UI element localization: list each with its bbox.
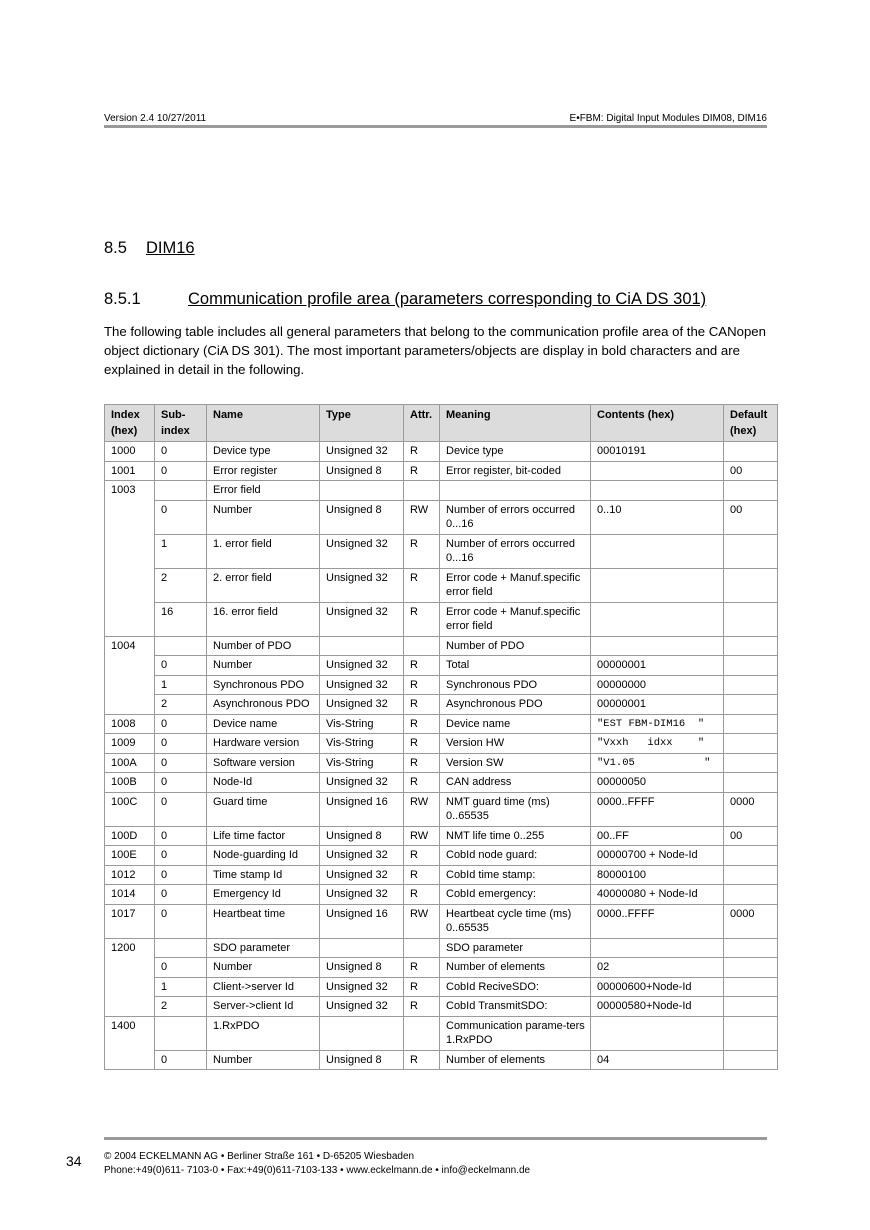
- cell-name: Error field: [207, 481, 320, 501]
- cell-meaning: Number of elements: [440, 958, 591, 978]
- cell-index: 100A: [105, 753, 155, 773]
- cell-name: Guard time: [207, 792, 320, 826]
- cell-attr: RW: [404, 826, 440, 846]
- cell-meaning: CobId time stamp:: [440, 865, 591, 885]
- cell-attr: R: [404, 602, 440, 636]
- footer-address: © 2004 ECKELMANN AG • Berliner Straße 161 • D-65205 Wiesbaden: [104, 1151, 415, 1162]
- cell-default: [724, 734, 778, 754]
- cell-meaning: Heartbeat cycle time (ms) 0..65535: [440, 904, 591, 938]
- cell-default: [724, 997, 778, 1017]
- table-row: [105, 656, 778, 676]
- cell-attr: R: [404, 997, 440, 1017]
- cell-type: Unsigned 32: [320, 997, 404, 1017]
- cell-type: Unsigned 32: [320, 977, 404, 997]
- cell-index: 1017: [105, 904, 155, 938]
- cell-contents: 02: [591, 958, 724, 978]
- cell-sub: 0: [155, 656, 207, 676]
- cell-attr: R: [404, 885, 440, 905]
- cell-attr: R: [404, 568, 440, 602]
- page-number: 34: [66, 1153, 82, 1169]
- table-row: [105, 714, 778, 734]
- cell-index: 100E: [105, 846, 155, 866]
- table-row: [105, 904, 778, 938]
- cell-name: Emergency Id: [207, 885, 320, 905]
- cell-sub: 0: [155, 865, 207, 885]
- cell-type: Vis-String: [320, 734, 404, 754]
- cell-name: Node-Id: [207, 773, 320, 793]
- cell-attr: R: [404, 753, 440, 773]
- cell-index: 1003: [105, 481, 155, 637]
- cell-contents: [591, 461, 724, 481]
- cell-type: Vis-String: [320, 753, 404, 773]
- col-header-name: Name: [207, 405, 320, 442]
- cell-meaning: CobId TransmitSDO:: [440, 997, 591, 1017]
- cell-attr: [404, 481, 440, 501]
- cell-name: Synchronous PDO: [207, 675, 320, 695]
- cell-contents: 0000..FFFF: [591, 904, 724, 938]
- col-header-subindex: Sub- index: [155, 405, 207, 442]
- cell-default: [724, 773, 778, 793]
- table-row: [105, 602, 778, 636]
- cell-sub: 0: [155, 500, 207, 534]
- col-header-type: Type: [320, 405, 404, 442]
- cell-type: Unsigned 8: [320, 461, 404, 481]
- cell-default: [724, 636, 778, 656]
- cell-name: Time stamp Id: [207, 865, 320, 885]
- cell-contents: 00000001: [591, 656, 724, 676]
- cell-index: 100B: [105, 773, 155, 793]
- cell-attr: R: [404, 534, 440, 568]
- cell-sub: 16: [155, 602, 207, 636]
- cell-attr: R: [404, 977, 440, 997]
- cell-index: 1008: [105, 714, 155, 734]
- cell-contents: [591, 602, 724, 636]
- table-row: [105, 734, 778, 754]
- parameter-table: [104, 404, 778, 1070]
- cell-contents: "Vxxh idxx ": [591, 734, 724, 754]
- cell-contents: "V1.05 ": [591, 753, 724, 773]
- cell-attr: [404, 636, 440, 656]
- cell-name: Number of PDO: [207, 636, 320, 656]
- cell-attr: R: [404, 773, 440, 793]
- cell-name: SDO parameter: [207, 938, 320, 958]
- cell-attr: R: [404, 846, 440, 866]
- cell-default: [724, 885, 778, 905]
- cell-default: [724, 534, 778, 568]
- cell-default: [724, 675, 778, 695]
- cell-name: Number: [207, 656, 320, 676]
- table-row: [105, 885, 778, 905]
- cell-sub: 2: [155, 997, 207, 1017]
- footer-rule: [104, 1137, 767, 1140]
- cell-default: [724, 695, 778, 715]
- table-row: [105, 442, 778, 462]
- cell-name: Device name: [207, 714, 320, 734]
- cell-index: 1009: [105, 734, 155, 754]
- cell-meaning: Synchronous PDO: [440, 675, 591, 695]
- cell-meaning: Error code + Manuf.specific error field: [440, 602, 591, 636]
- cell-type: Unsigned 32: [320, 695, 404, 715]
- cell-contents: 00010191: [591, 442, 724, 462]
- cell-default: [724, 1050, 778, 1070]
- cell-contents: 80000100: [591, 865, 724, 885]
- table-row: [105, 461, 778, 481]
- cell-index: 1200: [105, 938, 155, 1016]
- cell-index: 1000: [105, 442, 155, 462]
- cell-name: Number: [207, 1050, 320, 1070]
- cell-attr: [404, 1016, 440, 1050]
- cell-sub: 0: [155, 773, 207, 793]
- cell-meaning: Communication parame-ters 1.RxPDO: [440, 1016, 591, 1050]
- cell-index: 1004: [105, 636, 155, 714]
- cell-contents: 0000..FFFF: [591, 792, 724, 826]
- table-row: [105, 481, 778, 501]
- cell-contents: [591, 568, 724, 602]
- cell-contents: "EST FBM-DIM16 ": [591, 714, 724, 734]
- cell-sub: 1: [155, 977, 207, 997]
- cell-attr: R: [404, 695, 440, 715]
- cell-default: [724, 958, 778, 978]
- cell-attr: RW: [404, 792, 440, 826]
- cell-default: [724, 481, 778, 501]
- cell-contents: [591, 636, 724, 656]
- cell-contents: 04: [591, 1050, 724, 1070]
- cell-name: Life time factor: [207, 826, 320, 846]
- table-row: [105, 977, 778, 997]
- cell-name: Node-guarding Id: [207, 846, 320, 866]
- cell-contents: [591, 534, 724, 568]
- cell-meaning: Version HW: [440, 734, 591, 754]
- cell-meaning: [440, 481, 591, 501]
- cell-sub: [155, 1016, 207, 1050]
- cell-name: Software version: [207, 753, 320, 773]
- footer-contact: Phone:+49(0)611- 7103-0 • Fax:+49(0)611-7103-133 • www.eckelmann.de • info@eckelmann.de: [104, 1165, 531, 1176]
- cell-attr: R: [404, 734, 440, 754]
- cell-sub: [155, 481, 207, 501]
- cell-sub: 0: [155, 753, 207, 773]
- cell-default: [724, 1016, 778, 1050]
- cell-index: 1001: [105, 461, 155, 481]
- cell-sub: 0: [155, 1050, 207, 1070]
- section-title: DIM16: [146, 239, 195, 257]
- table-row: [105, 846, 778, 866]
- cell-contents: [591, 481, 724, 501]
- cell-type: [320, 1016, 404, 1050]
- cell-meaning: CobId ReciveSDO:: [440, 977, 591, 997]
- cell-type: Unsigned 32: [320, 656, 404, 676]
- cell-default: [724, 602, 778, 636]
- cell-type: Unsigned 32: [320, 846, 404, 866]
- cell-type: [320, 636, 404, 656]
- cell-default: 00: [724, 461, 778, 481]
- cell-default: [724, 865, 778, 885]
- cell-default: [724, 656, 778, 676]
- cell-index: 1012: [105, 865, 155, 885]
- cell-name: Heartbeat time: [207, 904, 320, 938]
- subsection-heading: [104, 290, 706, 309]
- header-doc-title: E•FBM: Digital Input Modules DIM08, DIM16: [569, 113, 767, 124]
- table-row: [105, 958, 778, 978]
- table-row: [105, 568, 778, 602]
- cell-index: 100C: [105, 792, 155, 826]
- cell-name: Number: [207, 500, 320, 534]
- cell-attr: R: [404, 675, 440, 695]
- cell-meaning: Number of elements: [440, 1050, 591, 1070]
- cell-contents: 00000001: [591, 695, 724, 715]
- cell-type: Unsigned 32: [320, 675, 404, 695]
- cell-meaning: SDO parameter: [440, 938, 591, 958]
- cell-type: Unsigned 32: [320, 534, 404, 568]
- cell-meaning: Number of PDO: [440, 636, 591, 656]
- cell-type: Unsigned 32: [320, 442, 404, 462]
- cell-type: Unsigned 32: [320, 865, 404, 885]
- cell-contents: [591, 1016, 724, 1050]
- cell-meaning: Total: [440, 656, 591, 676]
- cell-contents: 00000050: [591, 773, 724, 793]
- table-row: [105, 773, 778, 793]
- col-header-default: Default (hex): [724, 405, 778, 442]
- cell-sub: [155, 636, 207, 656]
- cell-attr: R: [404, 656, 440, 676]
- cell-meaning: Error register, bit-coded: [440, 461, 591, 481]
- cell-sub: 0: [155, 461, 207, 481]
- cell-sub: 0: [155, 846, 207, 866]
- cell-type: Unsigned 8: [320, 958, 404, 978]
- cell-default: 00: [724, 826, 778, 846]
- col-header-attr: Attr.: [404, 405, 440, 442]
- cell-type: Unsigned 32: [320, 568, 404, 602]
- cell-attr: R: [404, 958, 440, 978]
- cell-type: Unsigned 32: [320, 885, 404, 905]
- cell-sub: 0: [155, 734, 207, 754]
- cell-attr: [404, 938, 440, 958]
- col-header-contents: Contents (hex): [591, 405, 724, 442]
- cell-attr: R: [404, 865, 440, 885]
- subsection-title: Communication profile area (parameters corresponding to CiA DS 301): [188, 290, 707, 308]
- cell-attr: R: [404, 714, 440, 734]
- cell-sub: 2: [155, 695, 207, 715]
- cell-sub: 0: [155, 885, 207, 905]
- cell-name: Error register: [207, 461, 320, 481]
- cell-name: Server->client Id: [207, 997, 320, 1017]
- table-row: [105, 997, 778, 1017]
- cell-default: [724, 568, 778, 602]
- header-version: Version 2.4 10/27/2011: [104, 113, 207, 124]
- cell-index: 100D: [105, 826, 155, 846]
- cell-sub: 2: [155, 568, 207, 602]
- cell-default: 0000: [724, 904, 778, 938]
- cell-type: [320, 938, 404, 958]
- table-row: [105, 695, 778, 715]
- table-row: [105, 500, 778, 534]
- cell-meaning: Device name: [440, 714, 591, 734]
- cell-default: [724, 714, 778, 734]
- cell-type: Unsigned 16: [320, 792, 404, 826]
- table-header-row: [105, 405, 778, 442]
- cell-sub: [155, 938, 207, 958]
- cell-meaning: Version SW: [440, 753, 591, 773]
- cell-meaning: Number of errors occurred 0...16: [440, 500, 591, 534]
- cell-sub: 0: [155, 442, 207, 462]
- cell-contents: 0..10: [591, 500, 724, 534]
- cell-contents: 00000600+Node-Id: [591, 977, 724, 997]
- table-row: [105, 826, 778, 846]
- cell-sub: 0: [155, 826, 207, 846]
- cell-default: [724, 442, 778, 462]
- col-header-meaning: Meaning: [440, 405, 591, 442]
- cell-contents: [591, 938, 724, 958]
- cell-contents: 40000080 + Node-Id: [591, 885, 724, 905]
- cell-default: 00: [724, 500, 778, 534]
- cell-contents: 00000700 + Node-Id: [591, 846, 724, 866]
- cell-meaning: NMT life time 0..255: [440, 826, 591, 846]
- cell-sub: 0: [155, 958, 207, 978]
- cell-contents: 00000580+Node-Id: [591, 997, 724, 1017]
- cell-type: Unsigned 32: [320, 773, 404, 793]
- table-row: [105, 865, 778, 885]
- cell-attr: R: [404, 461, 440, 481]
- cell-name: 1.RxPDO: [207, 1016, 320, 1050]
- cell-type: Vis-String: [320, 714, 404, 734]
- cell-name: 2. error field: [207, 568, 320, 602]
- cell-sub: 1: [155, 534, 207, 568]
- cell-default: [724, 977, 778, 997]
- cell-type: Unsigned 32: [320, 602, 404, 636]
- table-row: [105, 534, 778, 568]
- section-heading: [104, 239, 195, 258]
- cell-name: Number: [207, 958, 320, 978]
- cell-sub: 0: [155, 792, 207, 826]
- cell-name: Device type: [207, 442, 320, 462]
- cell-index: 1400: [105, 1016, 155, 1070]
- cell-attr: RW: [404, 904, 440, 938]
- cell-default: [724, 846, 778, 866]
- cell-index: 1014: [105, 885, 155, 905]
- cell-meaning: Number of errors occurred 0...16: [440, 534, 591, 568]
- cell-sub: 1: [155, 675, 207, 695]
- cell-default: [724, 938, 778, 958]
- cell-meaning: CAN address: [440, 773, 591, 793]
- cell-name: Client->server Id: [207, 977, 320, 997]
- table-row: [105, 636, 778, 656]
- section-number: 8.5: [104, 239, 127, 257]
- cell-contents: 00000000: [591, 675, 724, 695]
- cell-meaning: CobId emergency:: [440, 885, 591, 905]
- table-row: [105, 792, 778, 826]
- cell-default: 0000: [724, 792, 778, 826]
- cell-meaning: Asynchronous PDO: [440, 695, 591, 715]
- cell-type: Unsigned 16: [320, 904, 404, 938]
- subsection-number: 8.5.1: [104, 290, 141, 308]
- cell-type: Unsigned 8: [320, 826, 404, 846]
- table-row: [105, 938, 778, 958]
- cell-default: [724, 753, 778, 773]
- cell-type: Unsigned 8: [320, 500, 404, 534]
- table-row: [105, 753, 778, 773]
- cell-name: Hardware version: [207, 734, 320, 754]
- cell-sub: 0: [155, 904, 207, 938]
- cell-meaning: NMT guard time (ms) 0..65535: [440, 792, 591, 826]
- cell-type: Unsigned 8: [320, 1050, 404, 1070]
- col-header-index: Index (hex): [105, 405, 155, 442]
- cell-attr: R: [404, 442, 440, 462]
- cell-meaning: CobId node guard:: [440, 846, 591, 866]
- cell-meaning: Device type: [440, 442, 591, 462]
- intro-paragraph: The following table includes all general parameters that belong to the communication profile area of the CANopen object dictionary (CiA DS 301). The most important parameters/objects are display in bold characters and are explained in detail in the following.: [104, 324, 766, 377]
- table-row: [105, 1016, 778, 1050]
- cell-attr: RW: [404, 500, 440, 534]
- cell-attr: R: [404, 1050, 440, 1070]
- cell-contents: 00..FF: [591, 826, 724, 846]
- table-row: [105, 1050, 778, 1070]
- cell-sub: 0: [155, 714, 207, 734]
- cell-name: 1. error field: [207, 534, 320, 568]
- cell-meaning: Error code + Manuf.specific error field: [440, 568, 591, 602]
- cell-type: [320, 481, 404, 501]
- header-rule: [104, 125, 767, 128]
- cell-name: Asynchronous PDO: [207, 695, 320, 715]
- table-row: [105, 675, 778, 695]
- cell-name: 16. error field: [207, 602, 320, 636]
